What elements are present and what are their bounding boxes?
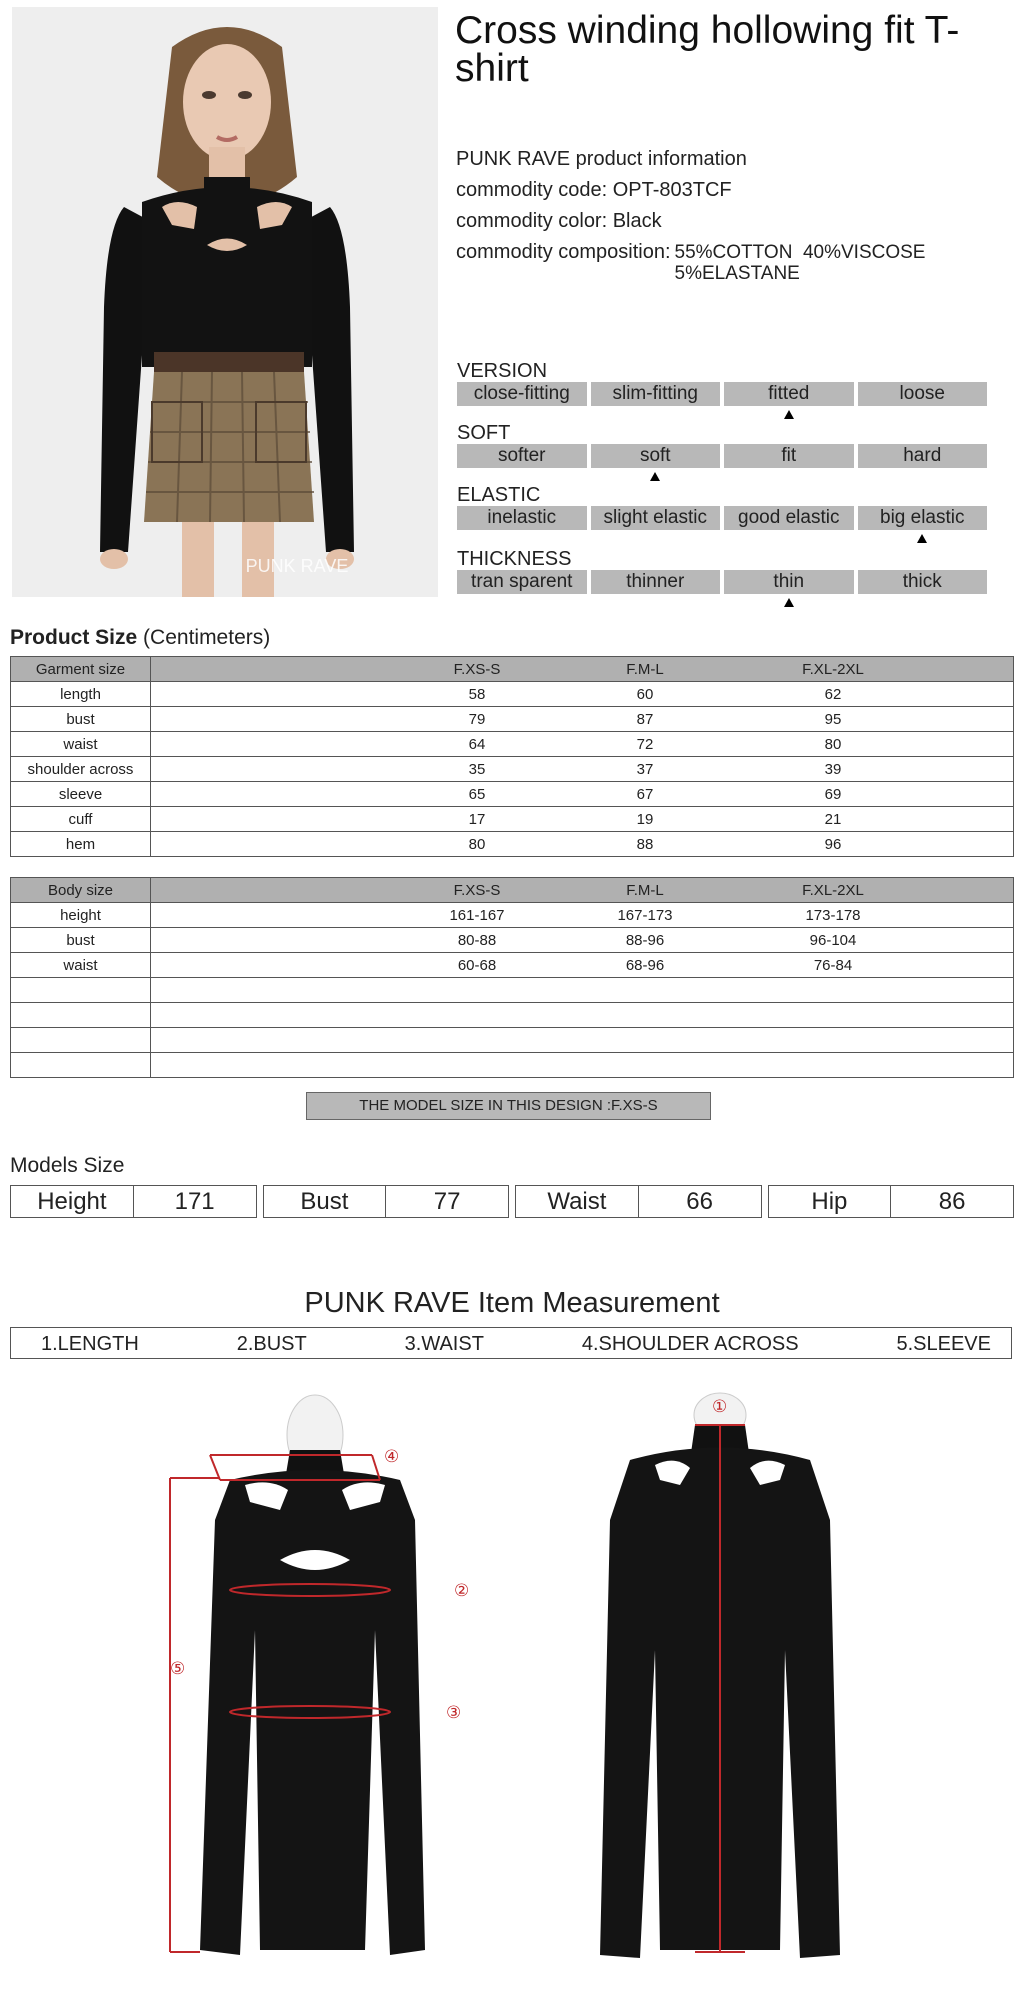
row-values — [151, 682, 1014, 707]
models-size-row — [10, 1185, 1014, 1218]
table-row — [11, 953, 1014, 978]
scale-option-label: soft — [639, 445, 671, 466]
model-waist — [515, 1185, 762, 1218]
size-value: 88 — [636, 836, 654, 853]
bust-marker: ② — [454, 1581, 470, 1601]
row-label — [11, 1053, 151, 1078]
length-marker: ① — [712, 1397, 728, 1417]
size-value: 60-68 — [457, 957, 497, 974]
size-value: F.XS-S — [453, 661, 501, 678]
model-size-value: 66 — [638, 1186, 761, 1217]
legend-length: 1.LENGTH — [41, 1333, 139, 1355]
table-row — [11, 782, 1014, 807]
size-value: 17 — [468, 811, 486, 828]
thickness-scale — [457, 548, 987, 594]
row-values — [151, 732, 1014, 757]
scale-option-selected — [858, 506, 988, 530]
size-value: 88-96 — [625, 932, 665, 949]
scale-title: THICKNESS — [457, 548, 572, 570]
row-values — [151, 953, 1014, 978]
version-scale — [457, 360, 987, 406]
model-size-value: 171 — [133, 1186, 256, 1217]
table-row — [11, 1053, 1014, 1078]
composition-line-1: 55%COTTON 40%VISCOSE — [674, 242, 926, 263]
row-label — [11, 1028, 151, 1053]
selected-marker-icon — [650, 472, 660, 481]
measurement-title: PUNK RAVE Item Measurement — [304, 1287, 720, 1319]
product-title: Cross winding hollowing fit T-shirt — [455, 9, 960, 90]
product-size-title — [10, 626, 270, 650]
size-value: 64 — [468, 736, 486, 753]
row-values — [151, 707, 1014, 732]
model-size-value: 86 — [890, 1186, 1013, 1217]
row-values — [151, 782, 1014, 807]
product-info — [456, 144, 925, 284]
model-size-label: Waist — [547, 1188, 607, 1215]
elastic-scale — [457, 484, 987, 530]
row-values — [151, 903, 1014, 928]
scale-option: close-fitting — [457, 382, 587, 406]
selected-marker-icon — [784, 410, 794, 419]
scale-option: hard — [858, 444, 988, 468]
row-values — [151, 807, 1014, 832]
row-values — [151, 878, 1014, 903]
size-value: 96-104 — [809, 932, 857, 949]
table-row — [11, 807, 1014, 832]
row-values — [151, 1003, 1014, 1028]
size-value: F.M-L — [626, 882, 664, 899]
soft-scale — [457, 422, 987, 468]
row-label: height — [11, 903, 151, 928]
size-value: 69 — [824, 786, 842, 803]
size-value: F.XL-2XL — [802, 661, 864, 678]
row-label: length — [11, 682, 151, 707]
row-label: cuff — [11, 807, 151, 832]
row-label: bust — [11, 928, 151, 953]
color-value: Black — [612, 210, 662, 232]
row-label: sleeve — [11, 782, 151, 807]
commodity-composition — [456, 237, 925, 284]
row-values — [151, 978, 1014, 1003]
product-photo — [12, 7, 438, 597]
scale-option-label: thin — [773, 571, 805, 592]
sleeve-marker: ⑤ — [170, 1659, 186, 1679]
scale-option: tran sparent — [457, 570, 587, 594]
size-value: 58 — [468, 686, 486, 703]
scale-option-label: big elastic — [880, 507, 965, 528]
waist-marker: ③ — [446, 1703, 462, 1723]
size-value: 65 — [468, 786, 486, 803]
row-values — [151, 928, 1014, 953]
table-row — [11, 1003, 1014, 1028]
legend-shoulder-across: 4.SHOULDER ACROSS — [581, 1333, 799, 1355]
size-value: 39 — [824, 761, 842, 778]
size-value: 62 — [824, 686, 842, 703]
model-size-value: 77 — [385, 1186, 508, 1217]
scale-option: loose — [858, 382, 988, 406]
scale-title: ELASTIC — [457, 484, 541, 506]
size-value: 80 — [468, 836, 486, 853]
size-value: 79 — [468, 711, 486, 728]
model-hip — [768, 1185, 1015, 1218]
table-row — [11, 978, 1014, 1003]
model-size-label: Height — [37, 1188, 107, 1215]
legend-sleeve: 5.SLEEVE — [896, 1333, 991, 1355]
product-size-label: Product Size — [10, 626, 138, 649]
selected-marker-icon — [784, 598, 794, 607]
scale-option: slight elastic — [591, 506, 721, 530]
row-label — [11, 1003, 151, 1028]
composition-label: commodity composition: — [456, 241, 671, 263]
table-row — [11, 757, 1014, 782]
size-value: 80 — [824, 736, 842, 753]
model-bust — [263, 1185, 510, 1218]
scale-option: good elastic — [724, 506, 854, 530]
size-value: 96 — [824, 836, 842, 853]
table-row — [11, 903, 1014, 928]
model-size-label: Hip — [811, 1188, 848, 1215]
row-values — [151, 1028, 1014, 1053]
composition-value — [675, 237, 926, 284]
scale-option-label: fitted — [768, 383, 810, 404]
row-values — [151, 757, 1014, 782]
size-value: 161-167 — [449, 907, 505, 924]
color-label: commodity color: — [456, 210, 608, 232]
table-row — [11, 928, 1014, 953]
size-value: 19 — [636, 811, 654, 828]
row-label: bust — [11, 707, 151, 732]
model-size-label: Bust — [300, 1188, 349, 1215]
size-value: 37 — [636, 761, 654, 778]
scale-option: softer — [457, 444, 587, 468]
size-value: 173-178 — [805, 907, 861, 924]
size-value: 167-173 — [617, 907, 673, 924]
size-value: 95 — [824, 711, 842, 728]
size-value: 68-96 — [625, 957, 665, 974]
row-label: Body size — [11, 878, 151, 903]
scale-option-selected — [724, 382, 854, 406]
product-size-unit: (Centimeters) — [143, 626, 271, 649]
size-value: 76-84 — [813, 957, 853, 974]
brand-info: PUNK RAVE product information — [456, 148, 747, 170]
composition-line-2: 5%ELASTANE — [674, 263, 800, 284]
code-value: OPT-803TCF — [612, 179, 732, 201]
row-label: waist — [11, 732, 151, 757]
legend-bust: 2.BUST — [236, 1333, 307, 1355]
row-label: shoulder across — [11, 757, 151, 782]
row-label: Garment size — [11, 657, 151, 682]
table-header — [11, 657, 1014, 682]
garment-size-table — [10, 656, 1014, 857]
commodity-color — [456, 206, 925, 237]
selected-marker-icon — [917, 534, 927, 543]
table-row — [11, 832, 1014, 857]
model-height — [10, 1185, 257, 1218]
scale-option-selected — [591, 444, 721, 468]
size-value: 72 — [636, 736, 654, 753]
scale-title: VERSION — [457, 360, 548, 382]
table-header — [11, 878, 1014, 903]
size-value: F.XS-S — [453, 882, 501, 899]
scale-option: thick — [858, 570, 988, 594]
measurement-diagram — [150, 1390, 900, 1990]
shoulder-marker: ④ — [384, 1447, 400, 1467]
row-values — [151, 1053, 1014, 1078]
row-values — [151, 832, 1014, 857]
size-value: 35 — [468, 761, 486, 778]
measurement-legend — [10, 1327, 1012, 1359]
size-value: 87 — [636, 711, 654, 728]
size-value: F.XL-2XL — [802, 882, 864, 899]
row-values — [151, 657, 1014, 682]
scale-option: fit — [724, 444, 854, 468]
scale-option-selected — [724, 570, 854, 594]
body-size-table — [10, 877, 1014, 1078]
row-label: hem — [11, 832, 151, 857]
commodity-code — [456, 175, 925, 206]
code-label: commodity code: — [456, 179, 608, 201]
models-size-title: Models Size — [10, 1154, 125, 1177]
model-size-note: THE MODEL SIZE IN THIS DESIGN :F.XS-S — [306, 1092, 711, 1120]
scale-option: thinner — [591, 570, 721, 594]
size-value: 67 — [636, 786, 654, 803]
watermark: PUNK RAVE — [245, 556, 349, 576]
table-row — [11, 707, 1014, 732]
scale-option: inelastic — [457, 506, 587, 530]
table-row — [11, 1028, 1014, 1053]
row-label — [11, 978, 151, 1003]
size-value: 60 — [636, 686, 654, 703]
size-value: F.M-L — [626, 661, 664, 678]
scale-option: slim-fitting — [591, 382, 721, 406]
legend-waist: 3.WAIST — [404, 1333, 484, 1355]
table-row — [11, 682, 1014, 707]
table-row — [11, 732, 1014, 757]
size-value: 21 — [824, 811, 842, 828]
size-value: 80-88 — [457, 932, 497, 949]
row-label: waist — [11, 953, 151, 978]
scale-title: SOFT — [457, 422, 511, 444]
